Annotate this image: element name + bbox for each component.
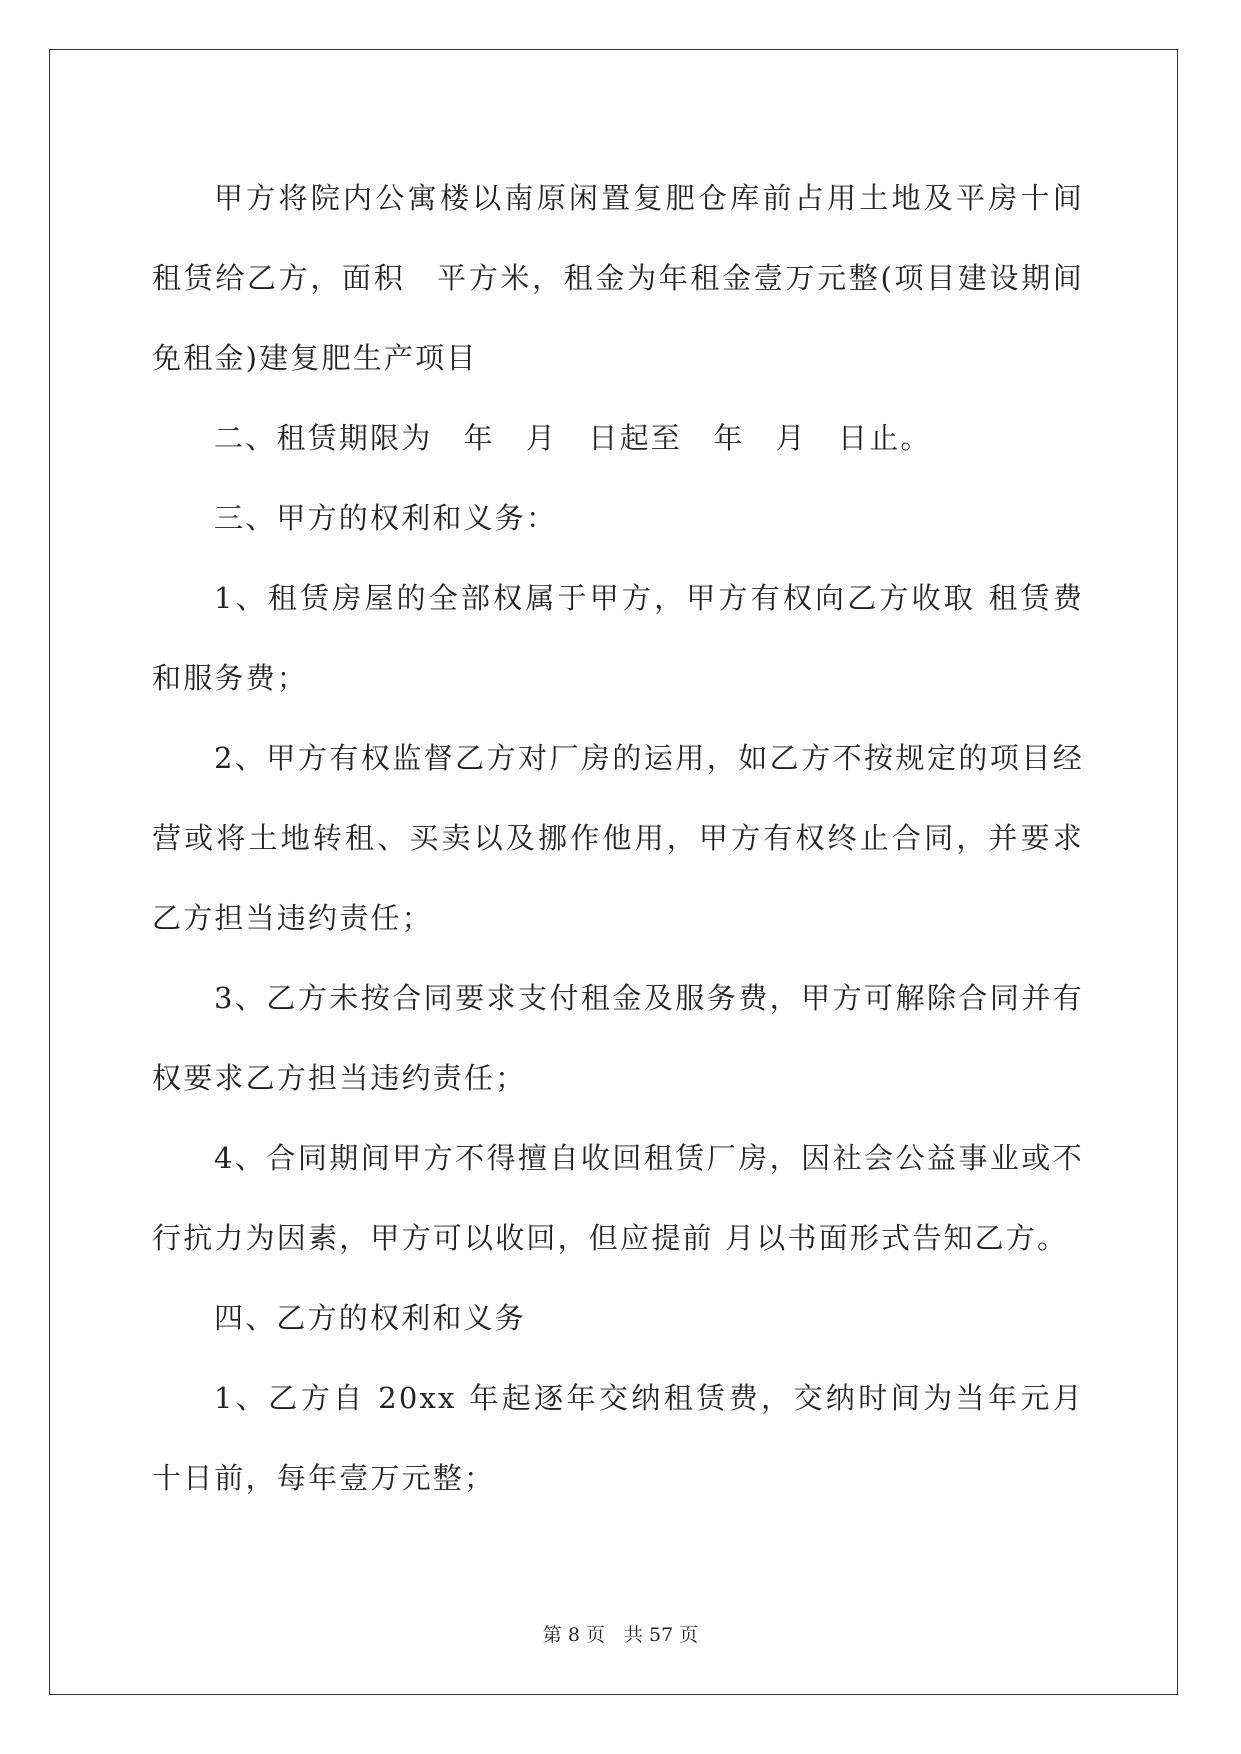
paragraph: 三、甲方的权利和义务： — [214, 501, 558, 535]
paragraph: 4、合同期间甲方不得擅自收回租赁厂房，因社会公益事业或不行抗力为因素，甲方可以收回，但应提前 月以书面形式告知乙方。 — [152, 1141, 1084, 1255]
paragraph: 3、乙方未按合同要求支付租金及服务费，甲方可解除合同并有权要求乙方担当违约责任； — [152, 981, 1084, 1095]
paragraph: 2、甲方有权监督乙方对厂房的运用，如乙方不按规定的项目经营或将土地转租、买卖以及挪作他用，甲方有权终止合同，并要求乙方担当违约责任； — [152, 741, 1084, 935]
page-number-footer: 第 8 页 共 57 页 — [542, 1624, 699, 1646]
paragraph: 1、租赁房屋的全部权属于甲方，甲方有权向乙方收取 租赁费和服务费； — [152, 581, 1084, 695]
paragraph: 甲方将院内公寓楼以南原闲置复肥仓库前占用土地及平房十间租赁给乙方，面积 平方米，租金为年租金壹万元整(项目建设期间免租金)建复肥生产项目 — [152, 181, 1084, 375]
paragraph: 四、乙方的权利和义务 — [214, 1301, 527, 1335]
paragraph: 1、乙方自 20xx 年起逐年交纳租赁费，交纳时间为当年元月十日前，每年壹万元整； — [152, 1381, 1084, 1495]
paragraph: 二、租赁期限为 年 月 日起至 年 月 日止。 — [214, 421, 932, 455]
document-body — [152, 158, 1084, 1518]
